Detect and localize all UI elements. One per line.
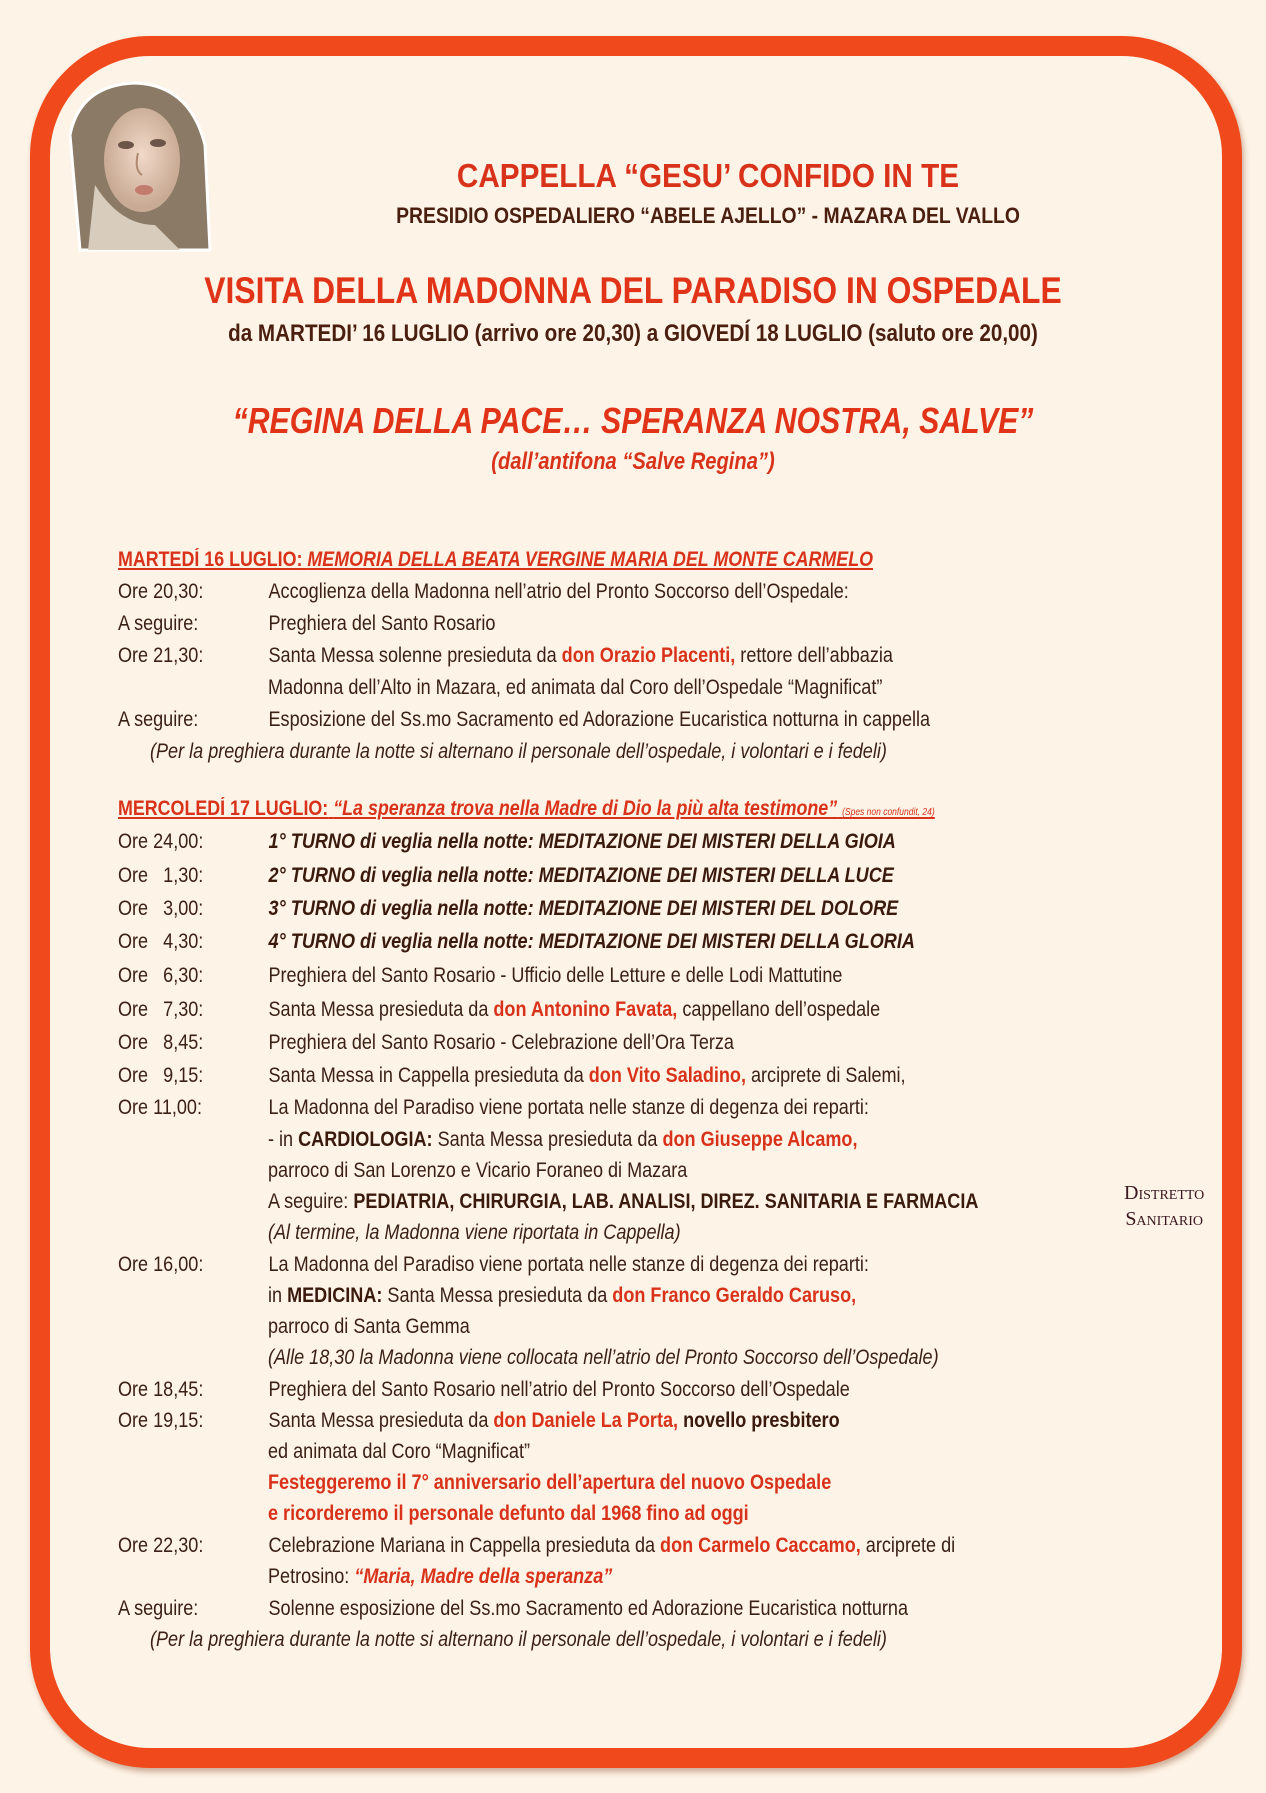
row-text: Santa Messa presieduta da	[268, 998, 494, 1021]
celebrant-name: don Orazio Placenti,	[561, 644, 736, 667]
row-time: Ore 1,30:	[118, 864, 204, 887]
day2-source: (Spes non confundit, 24)	[842, 807, 935, 818]
schedule-row	[118, 830, 896, 854]
row-text: Accoglienza della Madonna nell’atrio del Pronto Soccorso dell’Ospedale:	[268, 580, 849, 603]
hospital-subtitle: PRESIDIO OSPEDALIERO “ABELE AJELLO” - MAZARA DEL VALLO	[396, 203, 1020, 228]
row-text: 3° TURNO di veglia nella notte: MEDITAZIONE DEI MISTERI DEL DOLORE	[268, 897, 899, 920]
ward-name: CARDIOLOGIA:	[298, 1128, 433, 1151]
row-text: Preghiera del Santo Rosario - Ufficio delle Letture e delle Lodi Mattutine	[268, 964, 843, 987]
schedule-row	[118, 998, 880, 1022]
row-time: Ore 3,00:	[118, 897, 204, 920]
row-text: Preghiera del Santo Rosario - Celebrazione dell’Ora Terza	[268, 1031, 734, 1054]
day2-header	[118, 797, 935, 821]
row-continuation	[268, 1190, 978, 1214]
row-text: novello presbitero	[678, 1409, 840, 1432]
row-time: Ore 21,30:	[118, 644, 204, 667]
row-time: Ore 8,45:	[118, 1031, 204, 1054]
day2-theme: “La speranza trova nella Madre di Dio la più alta testimone”	[333, 797, 838, 820]
row-time: Ore 18,45:	[118, 1378, 204, 1401]
row-text: Santa Messa solenne presieduta da	[268, 644, 562, 667]
schedule-row	[118, 644, 893, 668]
schedule-row	[118, 1031, 734, 1055]
schedule-row	[118, 1096, 869, 1120]
row-time: Ore 6,30:	[118, 964, 204, 987]
row-time: Ore 24,00:	[118, 830, 204, 853]
row-text: arciprete di Salemi,	[745, 1064, 906, 1087]
celebrant-name: don Giuseppe Alcamo,	[662, 1128, 858, 1151]
row-text: A seguire:	[268, 1190, 354, 1213]
celebrant-name: don Carmelo Caccamo,	[660, 1534, 861, 1557]
row-time: A seguire:	[118, 1597, 199, 1620]
celebrant-name: don Franco Geraldo Caruso,	[612, 1284, 857, 1307]
row-text: Celebrazione Mariana in Cappella presieduta da	[268, 1534, 661, 1557]
row-note: (Alle 18,30 la Madonna viene collocata nell’atrio del Pronto Soccorso dell’Ospedale)	[268, 1346, 939, 1369]
row-time: Ore 9,15:	[118, 1064, 204, 1087]
schedule-row	[118, 1597, 908, 1621]
schedule-row	[118, 612, 495, 636]
row-time: Ore 20,30:	[118, 580, 204, 603]
row-continuation: parroco di San Lorenzo e Vicario Foraneo di Mazara	[268, 1159, 688, 1182]
celebration-title: “Maria, Madre della speranza”	[354, 1565, 613, 1588]
row-continuation	[268, 1128, 857, 1152]
distretto-sanitario-watermark	[1124, 1180, 1204, 1232]
row-text: rettore dell’abbazia	[735, 644, 893, 667]
row-text: in	[268, 1284, 288, 1307]
night-note: (Per la preghiera durante la notte si alternano il personale dell’ospedale, i volontari e i fedeli)	[150, 740, 887, 763]
event-motto: “REGINA DELLA PACE… SPERANZA NOSTRA, SALVE”	[232, 400, 1034, 441]
row-note: (Al termine, la Madonna viene riportata in Cappella)	[268, 1221, 681, 1244]
row-text: La Madonna del Paradiso viene portata nelle stanze di degenza dei reparti:	[268, 1096, 869, 1119]
schedule-row	[118, 580, 849, 604]
row-text: Preghiera del Santo Rosario nell’atrio del Pronto Soccorso dell’Ospedale	[268, 1378, 850, 1401]
chapel-title: CAPPELLA “GESU’ CONFIDO IN TE	[456, 157, 960, 194]
schedule-row	[118, 1064, 906, 1088]
row-continuation	[268, 1284, 856, 1308]
row-continuation	[268, 1565, 612, 1589]
watermark-line2: Sanitario	[1125, 1208, 1203, 1230]
ward-name: MEDICINA:	[287, 1284, 383, 1307]
memorial-note: e ricorderemo il personale defunto dal 1968 fino ad oggi	[268, 1502, 749, 1525]
schedule-row	[118, 1378, 850, 1402]
row-text: - in	[268, 1128, 299, 1151]
row-time: Ore 19,15:	[118, 1409, 204, 1432]
day2-date: MERCOLEDÍ 17 LUGLIO:	[118, 797, 329, 820]
row-continuation: ed animata dal Coro “Magnificat”	[268, 1440, 531, 1463]
schedule-row	[118, 1253, 869, 1277]
row-time: Ore 11,00:	[118, 1096, 202, 1119]
schedule-row	[118, 1534, 955, 1558]
row-text: arciprete di	[860, 1534, 956, 1557]
row-text: 4° TURNO di veglia nella notte: MEDITAZIONE DEI MISTERI DELLA GLORIA	[268, 930, 915, 953]
row-text: Preghiera del Santo Rosario	[268, 612, 496, 635]
day1-theme: MEMORIA DELLA BEATA VERGINE MARIA DEL MONTE CARMELO	[307, 548, 874, 571]
row-time: Ore 22,30:	[118, 1534, 204, 1557]
row-text: Santa Messa presieduta da	[382, 1284, 613, 1307]
row-text: Solenne esposizione del Ss.mo Sacramento ed Adorazione Eucaristica notturna	[268, 1597, 909, 1620]
row-time: A seguire:	[118, 612, 199, 635]
row-time: Ore 7,30:	[118, 998, 204, 1021]
schedule-row	[118, 708, 930, 732]
night-note: (Per la preghiera durante la notte si alternano il personale dell’ospedale, i volontari e i fedeli)	[150, 1628, 887, 1651]
motto-source: (dall’antifona “Salve Regina”)	[491, 448, 775, 475]
row-text: 1° TURNO di veglia nella notte: MEDITAZIONE DEI MISTERI DELLA GIOIA	[268, 830, 896, 853]
row-text: Santa Messa presieduta da	[432, 1128, 663, 1151]
schedule-row	[118, 964, 842, 988]
celebrant-name: don Daniele La Porta,	[493, 1409, 679, 1432]
row-text: Santa Messa in Cappella presieduta da	[268, 1064, 589, 1087]
row-text: La Madonna del Paradiso viene portata nelle stanze di degenza dei reparti:	[268, 1253, 869, 1276]
row-time: Ore 16,00:	[118, 1253, 204, 1276]
event-dates: da MARTEDI’ 16 LUGLIO (arrivo ore 20,30) a GIOVEDÍ 18 LUGLIO (saluto ore 20,00)	[228, 320, 1038, 347]
ward-list: PEDIATRIA, CHIRURGIA, LAB. ANALISI, DIREZ. SANITARIA E FARMACIA	[353, 1190, 979, 1213]
row-time: A seguire:	[118, 708, 199, 731]
row-text: Esposizione del Ss.mo Sacramento ed Adorazione Eucaristica notturna in cappella	[268, 708, 931, 731]
row-text: cappellano dell’ospedale	[677, 998, 881, 1021]
celebrant-name: don Antonino Favata,	[493, 998, 678, 1021]
row-time: Ore 4,30:	[118, 930, 204, 953]
day1-date: MARTEDÍ 16 LUGLIO:	[118, 548, 303, 571]
watermark-line1: Distretto	[1124, 1182, 1205, 1204]
row-text: Santa Messa presieduta da	[268, 1409, 494, 1432]
row-text: Petrosino:	[268, 1565, 355, 1588]
day1-header	[118, 548, 873, 572]
celebrant-name: don Vito Saladino,	[588, 1064, 746, 1087]
schedule-row	[118, 897, 898, 921]
row-continuation: Madonna dell’Alto in Mazara, ed animata dal Coro dell’Ospedale “Magnificat”	[268, 676, 883, 699]
row-continuation: parroco di Santa Gemma	[268, 1315, 470, 1338]
schedule-row	[118, 1409, 840, 1433]
schedule-row	[118, 930, 915, 954]
row-text: 2° TURNO di veglia nella notte: MEDITAZIONE DEI MISTERI DELLA LUCE	[268, 864, 894, 887]
event-title: VISITA DELLA MADONNA DEL PARADISO IN OSPEDALE	[204, 270, 1062, 311]
schedule-row	[118, 864, 894, 888]
anniversary-note: Festeggeremo il 7° anniversario dell’apertura del nuovo Ospedale	[268, 1471, 832, 1494]
